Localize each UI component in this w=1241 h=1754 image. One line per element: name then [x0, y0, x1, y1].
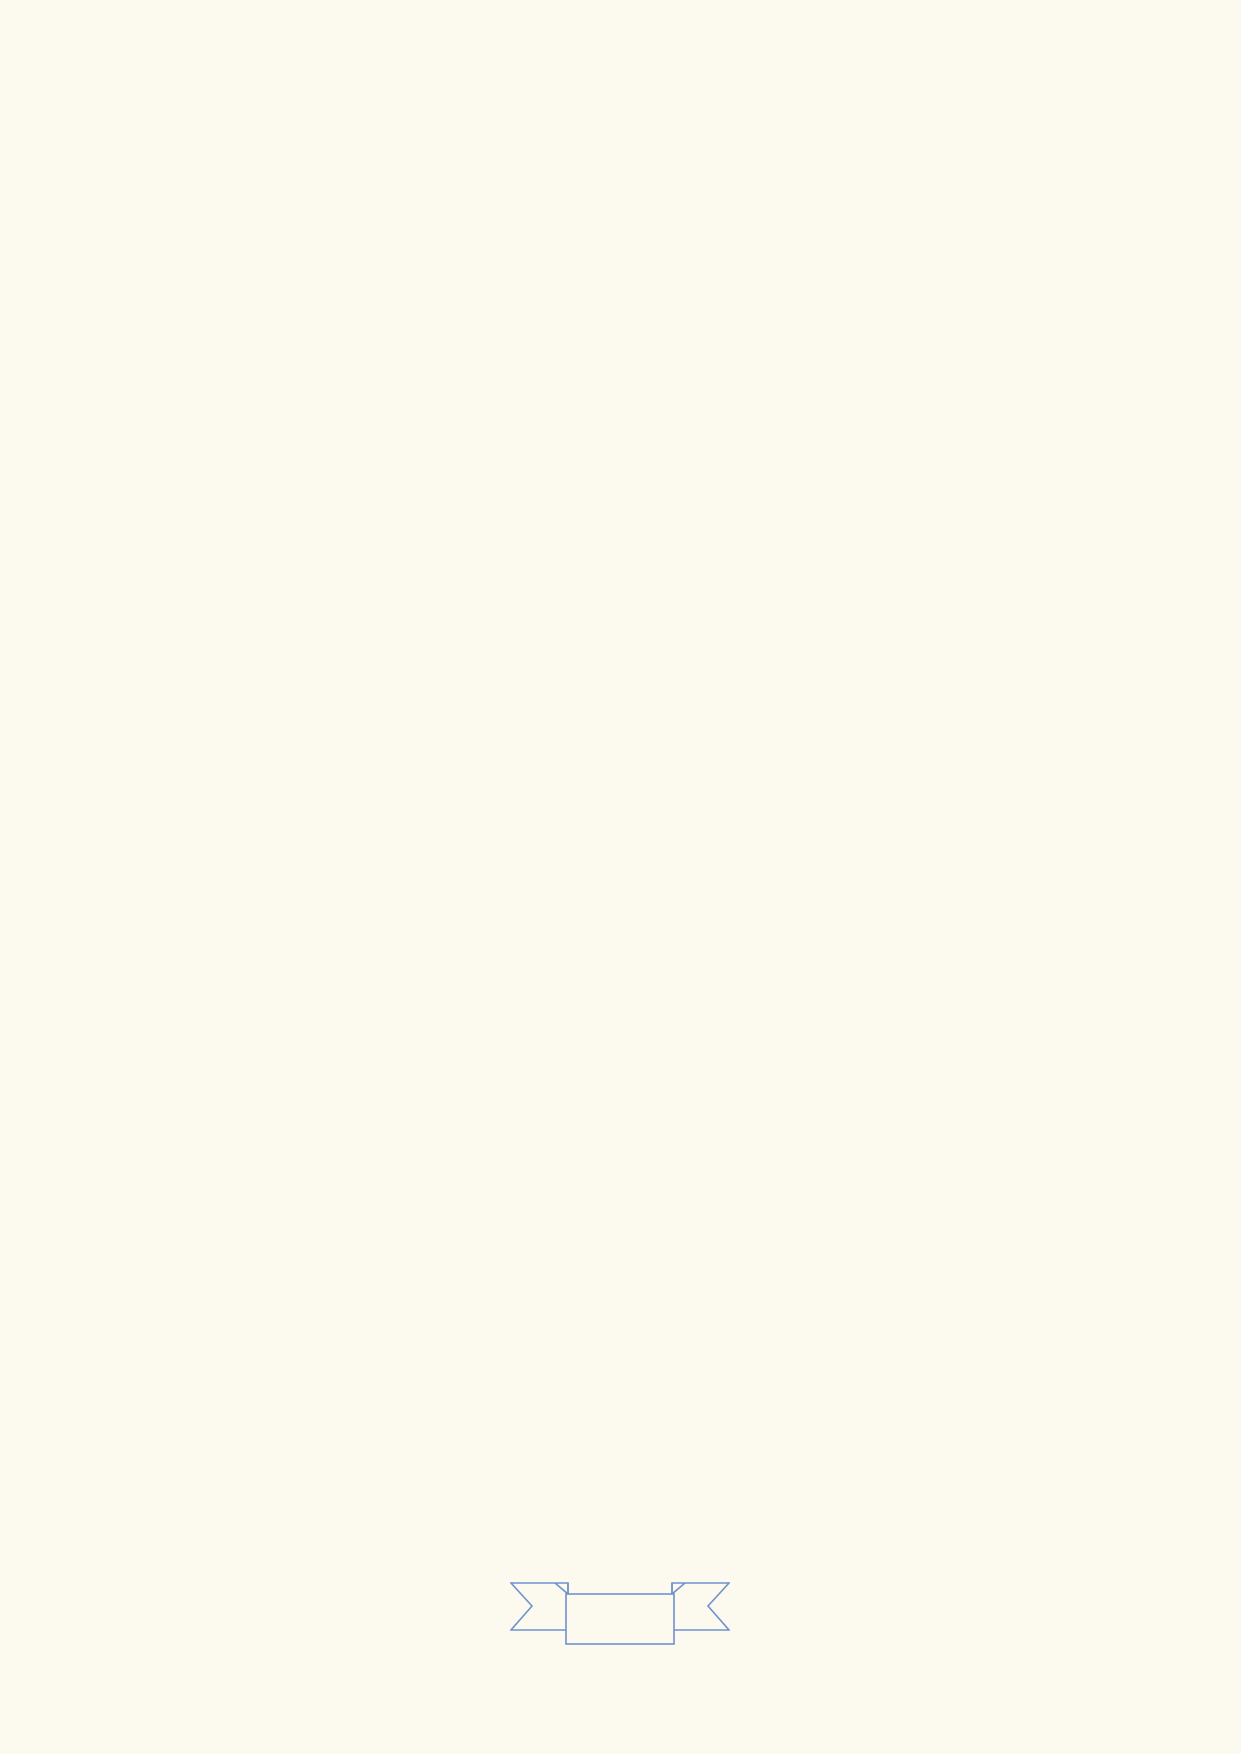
- page-number: [565, 1603, 675, 1637]
